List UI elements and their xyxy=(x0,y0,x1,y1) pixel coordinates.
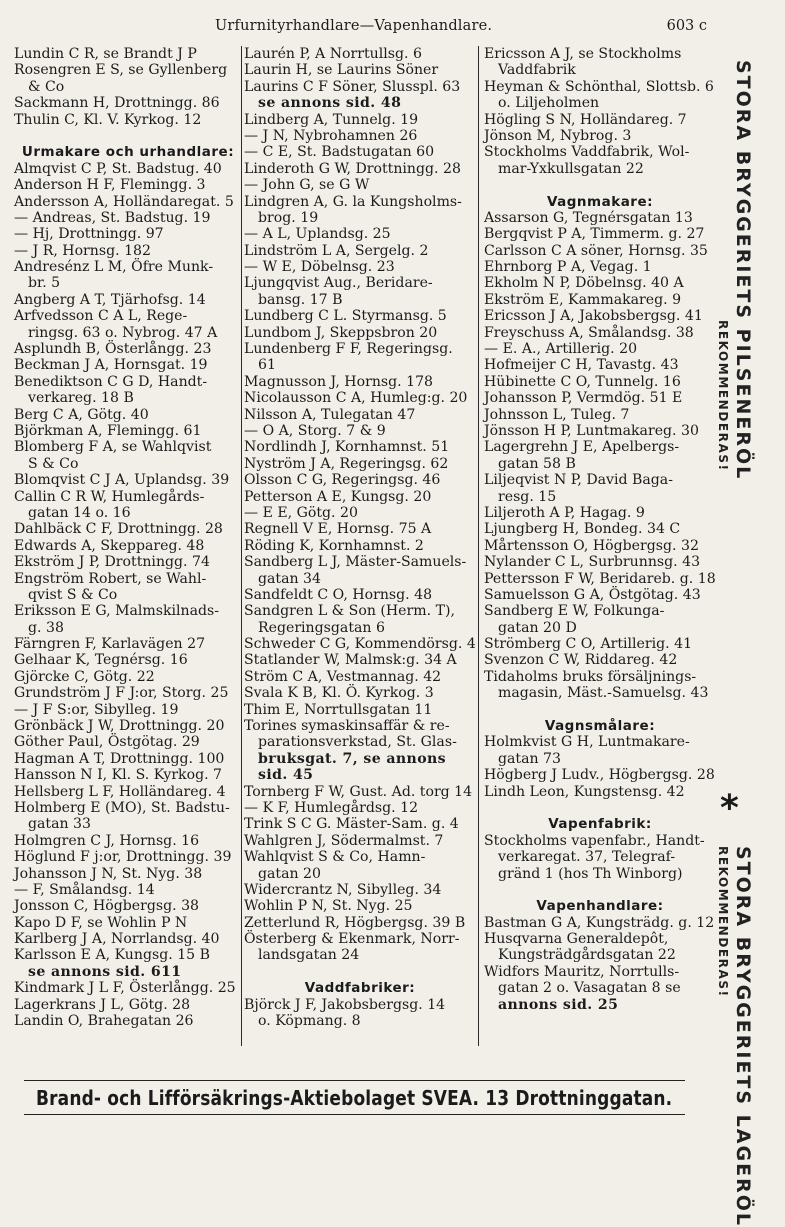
directory-entry: Ericsson J A, Jakobsbergsg. 41 xyxy=(484,308,703,325)
directory-entry: Lundenberg F F, Regeringsg. xyxy=(244,341,453,358)
directory-entry: — J F S:or, Sibylleg. 19 xyxy=(14,701,179,718)
directory-entry: Liljeqvist N P, David Baga- xyxy=(484,472,673,489)
directory-entry: Engström Robert, se Wahl- xyxy=(14,570,207,587)
directory-entry: — W E, Döbelnsg. 23 xyxy=(244,259,395,276)
directory-entry: Petterson A E, Kungsg. 20 xyxy=(244,488,432,505)
directory-entry: Arfvedsson C A L, Rege- xyxy=(14,308,188,325)
directory-entry: Ekholm N P, Döbelnsg. 40 A xyxy=(484,275,684,292)
directory-entry: Ekström J P, Drottningg. 74 xyxy=(14,554,210,571)
directory-entry: S & Co xyxy=(28,455,79,472)
directory-entry: Höglund F j:or, Drottningg. 39 xyxy=(14,849,232,866)
side-ad-lagerol xyxy=(714,846,764,1227)
banner-text: Brand- och Lifförsäkrings-Aktiebolaget SVEA. 13 Drottninggatan. xyxy=(36,1086,673,1110)
directory-entry: Sandberg L J, Mäster-Samuels- xyxy=(244,554,467,571)
directory-entry: Ehrnborg P A, Vegag. 1 xyxy=(484,259,652,276)
directory-entry: Nylander C L, Surbrunnsg. 43 xyxy=(484,554,701,571)
section-heading: Vapenfabrik: xyxy=(548,816,652,833)
directory-entry: Beckman J A, Hornsgat. 19 xyxy=(14,357,208,374)
directory-entry: Magnusson J, Hornsg. 178 xyxy=(244,373,434,390)
directory-entry: gatan 20 D xyxy=(498,619,577,636)
advert-reference: bruksgat. 7, se annons xyxy=(258,750,446,767)
directory-entry: Nordlindh J, Kornhamnst. 51 xyxy=(244,439,450,456)
directory-entry: br. 5 xyxy=(28,275,61,292)
directory-entry: — F, Smålandsg. 14 xyxy=(14,881,155,898)
directory-entry: Bastman G A, Kungsträdg. g. 12 xyxy=(484,914,715,931)
directory-entry: gatan 20 xyxy=(258,865,321,882)
directory-entry: Trink S C G. Mäster-Sam. g. 4 xyxy=(244,816,459,833)
directory-entry: Wahlqvist S & Co, Hamn- xyxy=(244,849,426,866)
directory-entry: Hagman A T, Drottningg. 100 xyxy=(14,750,225,767)
directory-entry: Lagerkrans J L, Götg. 28 xyxy=(14,996,191,1013)
directory-entry: Tornberg F W, Gust. Ad. torg 14 xyxy=(244,783,473,800)
directory-entry: Holmberg E (MO), St. Badstu- xyxy=(14,799,230,816)
spacer xyxy=(244,964,476,980)
directory-entry: Ericsson A J, se Stockholms xyxy=(484,46,682,62)
directory-entry: Karlberg J A, Norrlandsg. 40 xyxy=(14,931,220,948)
directory-entry: Lindström L A, Sergelg. 2 xyxy=(244,242,429,259)
side-ad-pilsener-recommend: REKOMMENDERAS! xyxy=(716,320,730,472)
directory-entry: Johansson J N, St. Nyg. 38 xyxy=(14,865,203,882)
page-title: Urfurnityrhandlare—Vapenhandlare. xyxy=(215,18,493,34)
directory-entry: Lundberg C L. Styrmansg. 5 xyxy=(244,308,447,325)
directory-entry: Tidaholms bruks försäljnings- xyxy=(484,668,697,685)
advert-reference: annons sid. 25 xyxy=(498,996,619,1013)
directory-entry: verkaregat. 37, Telegraf- xyxy=(498,849,676,866)
directory-entry: verkareg. 18 B xyxy=(28,390,134,407)
directory-entry: Statlander W, Malmsk:g. 34 A xyxy=(244,652,457,669)
directory-entry: Nicolausson C A, Humleg:g. 20 xyxy=(244,390,468,407)
directory-entry: gatan 58 B xyxy=(498,455,576,472)
directory-entry: Kungsträdgårdsgatan 22 xyxy=(498,947,676,964)
directory-entry: Kindmark J L F, Österlångg. 25 xyxy=(14,980,236,997)
directory-entry: Blomqvist C J A, Uplandsg. 39 xyxy=(14,472,230,489)
directory-entry: Hansson N I, Kl. S. Kyrkog. 7 xyxy=(14,767,223,784)
directory-entry: Karlsson E A, Kungsg. 15 B xyxy=(14,947,210,964)
directory-entry: Kapo D F, se Wohlin P N xyxy=(14,914,188,931)
column-3 xyxy=(484,46,716,1013)
directory-entry: Widfors Mauritz, Norrtulls- xyxy=(484,963,680,980)
directory-entry: Mårtensson O, Högbergsg. 32 xyxy=(484,537,699,554)
side-ad-lagerol-text: STORA BRYGGERIETS LAGERÖL xyxy=(732,846,754,1227)
directory-entry: Lundbom J, Skeppsbron 20 xyxy=(244,324,438,341)
directory-entry: Andersson A, Holländaregat. 5 xyxy=(14,193,234,210)
directory-entry: Lindh Leon, Kungstensg. 42 xyxy=(484,783,685,800)
directory-entry: Stockholms Vaddfabrik, Wol- xyxy=(484,144,690,161)
directory-entry: — C E, St. Badstugatan 60 xyxy=(244,144,435,161)
directory-entry: gatan 73 xyxy=(498,750,561,767)
directory-entry: Landin O, Brahegatan 26 xyxy=(14,1013,194,1030)
side-ad-pilsener xyxy=(714,60,764,780)
advert-reference: se annons sid. 48 xyxy=(258,95,402,112)
directory-entry: Sandgren L & Son (Herm. T), xyxy=(244,603,455,620)
directory-entry: Holmkvist G H, Luntmakare- xyxy=(484,734,690,751)
directory-entry: gatan 2 o. Vasagatan 8 se xyxy=(498,980,681,997)
directory-entry: gatan 14 o. 16 xyxy=(28,504,131,521)
directory-entry: Högberg J Ludv., Högbergsg. 28 xyxy=(484,767,715,784)
column-divider xyxy=(478,46,479,1046)
directory-entry: — Hj, Drottningg. 97 xyxy=(14,226,164,243)
column-1 xyxy=(14,46,242,1029)
directory-entry: Regnell V E, Hornsg. 75 A xyxy=(244,521,432,538)
directory-entry: Hübinette C O, Tunnelg. 16 xyxy=(484,373,681,390)
directory-entry: Dahlbäck C F, Drottningg. 28 xyxy=(14,521,223,538)
directory-entry: Stockholms vapenfabr., Handt- xyxy=(484,832,705,849)
directory-entry: Callin C R W, Humlegårds- xyxy=(14,488,205,505)
directory-entry: Thulin C, Kl. V. Kyrkog. 12 xyxy=(14,111,202,128)
svea-banner xyxy=(0,1080,785,1124)
directory-entry: resg. 15 xyxy=(498,488,557,505)
star-ornament: * xyxy=(720,788,739,829)
directory-entry: Ekström E, Kammakareg. 9 xyxy=(484,291,682,308)
directory-entry: Hofmeijer C H, Tavastg. 43 xyxy=(484,357,679,374)
directory-entry: Schweder C G, Kommendörsg. 4 xyxy=(244,636,476,653)
directory-entry: Johnsson L, Tuleg. 7 xyxy=(484,406,630,423)
directory-entry: o. Liljeholmen xyxy=(498,95,600,112)
side-ad-pilsener-text: STORA BRYGGERIETS PILSENERÖL xyxy=(732,60,754,481)
directory-entry: Gelhaar K, Tegnérsg. 16 xyxy=(14,652,188,669)
directory-entry: Wohlin P N, St. Nyg. 25 xyxy=(244,898,413,915)
directory-entry: Jönsson H P, Luntmakareg. 30 xyxy=(484,422,699,439)
directory-entry: Björck J F, Jakobsbergsg. 14 xyxy=(244,996,446,1013)
directory-entry: Assarson G, Tegnérsgatan 13 xyxy=(484,209,693,226)
directory-entry: Holmgren C J, Hornsg. 16 xyxy=(14,832,200,849)
spacer xyxy=(484,702,716,718)
directory-entry: Vaddfabrik xyxy=(498,62,576,79)
directory-entry: & Co xyxy=(28,78,65,95)
directory-entry: Björkman A, Flemingg. 61 xyxy=(14,422,202,439)
directory-entry: — Andreas, St. Badstug. 19 xyxy=(14,209,211,226)
directory-entry: Edwards A, Skeppareg. 48 xyxy=(14,537,205,554)
directory-entry: Benediktson C G D, Handt- xyxy=(14,373,208,390)
directory-entry: Linderoth G W, Drottningg. 28 xyxy=(244,160,461,177)
directory-entry: gränd 1 (hos Th Winborg) xyxy=(498,865,683,882)
banner-rule-bottom xyxy=(24,1114,685,1115)
directory-entry: Rosengren E S, se Gyllenberg xyxy=(14,62,228,79)
directory-entry: Ström C A, Vestmannag. 42 xyxy=(244,668,442,685)
directory-entry: Berg C A, Götg. 40 xyxy=(14,406,149,423)
directory-entry: qvist S & Co xyxy=(28,586,118,603)
directory-entry: Blomberg F A, se Wahlqvist xyxy=(14,439,212,456)
directory-entry: Röding K, Kornhamnst. 2 xyxy=(244,537,424,554)
directory-entry: o. Köpmang. 8 xyxy=(258,1013,361,1030)
directory-entry: Johansson P, Vermdög. 51 E xyxy=(484,390,683,407)
spacer xyxy=(484,177,716,193)
directory-entry: brog. 19 xyxy=(258,209,319,226)
directory-entry: Gjörcke C, Götg. 22 xyxy=(14,668,155,685)
directory-entry: — E. A., Artillerig. 20 xyxy=(484,341,638,358)
directory-entry: Angberg A T, Tjärhofsg. 14 xyxy=(14,291,206,308)
column-2 xyxy=(244,46,476,1029)
directory-entry: — O A, Storg. 7 & 9 xyxy=(244,422,386,439)
directory-entry: Anderson H F, Flemingg. 3 xyxy=(14,177,206,194)
directory-entry: Österberg & Ekenmark, Norr- xyxy=(244,931,460,948)
directory-entry: Torines symaskinsaffär & re- xyxy=(244,718,450,735)
spacer xyxy=(14,128,242,144)
directory-entry: Wahlgren J, Södermalmst. 7 xyxy=(244,832,444,849)
section-heading: Vagnsmålare: xyxy=(544,718,656,735)
directory-entry: Husqvarna Generaldepôt, xyxy=(484,931,669,948)
directory-entry: Jonsson C, Högbergsg. 38 xyxy=(14,898,200,915)
page-number: 603 c xyxy=(666,18,707,34)
section-heading: Urmakare och urhandlare: xyxy=(21,144,235,161)
directory-entry: parationsverkstad, St. Glas- xyxy=(258,734,457,751)
directory-entry: landsgatan 24 xyxy=(258,947,360,964)
directory-entry: Lindgren A, G. la Kungsholms- xyxy=(244,193,462,210)
directory-entry: Heyman & Schönthal, Slottsb. 6 xyxy=(484,78,714,95)
directory-entry: Eriksson E G, Malmskilnads- xyxy=(14,603,220,620)
directory-entry: Freyschuss A, Smålandsg. 38 xyxy=(484,324,694,341)
directory-entry: gatan 33 xyxy=(28,816,91,833)
directory-entry: Thim E, Norrtullsgatan 11 xyxy=(244,701,433,718)
spacer xyxy=(484,800,716,816)
directory-entry: g. 38 xyxy=(28,619,64,636)
advert-reference: se annons sid. 611 xyxy=(28,963,182,980)
directory-entry: Lagergrehn J E, Apelbergs- xyxy=(484,439,680,456)
side-ad-lagerol-recommend: REKOMMENDERAS! xyxy=(716,846,730,998)
directory-entry: Jönson M, Nybrog. 3 xyxy=(484,127,632,144)
directory-entry: Laurins C F Söner, Slusspl. 63 xyxy=(244,78,461,95)
directory-entry: Zetterlund R, Högbergsg. 39 B xyxy=(244,914,466,931)
directory-entry: Nyström J A, Regeringsg. 62 xyxy=(244,455,449,472)
directory-entry: Laurén P, A Norrtullsg. 6 xyxy=(244,46,422,62)
directory-entry: Svala K B, Kl. Ö. Kyrkog. 3 xyxy=(244,685,434,702)
advert-reference: sid. 45 xyxy=(258,767,314,784)
directory-entry: — E E, Götg. 20 xyxy=(244,504,358,521)
directory-entry: Lindberg A, Tunnelg. 19 xyxy=(244,111,419,128)
directory-entry: Olsson C G, Regeringsg. 46 xyxy=(244,472,441,489)
directory-entry: Grönbäck J W, Drottningg. 20 xyxy=(14,718,225,735)
banner-rule-top xyxy=(24,1080,685,1081)
directory-entry: Färngren F, Karlavägen 27 xyxy=(14,636,206,653)
section-heading: Vapenhandlare: xyxy=(536,898,664,915)
directory-entry: Ljungqvist Aug., Beridare- xyxy=(244,275,433,292)
directory-entry: Svenzon C W, Riddareg. 42 xyxy=(484,652,678,669)
directory-entry: Laurin H, se Laurins Söner xyxy=(244,62,439,79)
directory-entry: Grundström J F J:or, Storg. 25 xyxy=(14,685,229,702)
directory-entry: Carlsson C A söner, Hornsg. 35 xyxy=(484,242,708,259)
page-header xyxy=(0,18,785,42)
directory-entry: Sandfeldt C O, Hornsg. 48 xyxy=(244,586,433,603)
directory-entry: Asplundh B, Österlångg. 23 xyxy=(14,341,212,358)
directory-entry: Pettersson F W, Beridareb. g. 18 xyxy=(484,570,716,587)
directory-entry: Hellsberg L F, Holländareg. 4 xyxy=(14,783,226,800)
directory-entry: Andresénz L M, Öfre Munk- xyxy=(14,259,214,276)
directory-entry: Widercrantz N, Sibylleg. 34 xyxy=(244,881,442,898)
directory-entry: Lundin C R, se Brandt J P xyxy=(14,46,197,62)
directory-entry: magasin, Mäst.-Samuelsg. 43 xyxy=(498,685,709,702)
directory-entry: — J N, Nybrohamnen 26 xyxy=(244,127,418,144)
directory-entry: Samuelsson G A, Östgötag. 43 xyxy=(484,586,701,603)
directory-entry: Göther Paul, Östgötag. 29 xyxy=(14,734,200,751)
directory-entry: mar-Yxkullsgatan 22 xyxy=(498,160,644,177)
directory-entry: Sackmann H, Drottningg. 86 xyxy=(14,95,220,112)
directory-entry: Regeringsgatan 6 xyxy=(258,619,385,636)
directory-entry: — John G, se G W xyxy=(244,177,370,194)
directory-entry: ringsg. 63 o. Nybrog. 47 A xyxy=(28,324,218,341)
directory-entry: — K F, Humlegårdsg. 12 xyxy=(244,799,419,816)
directory-entry: Almqvist C P, St. Badstug. 40 xyxy=(14,160,222,177)
directory-entry: Högling S N, Holländareg. 7 xyxy=(484,111,687,128)
directory-entry: Bergqvist P A, Timmerm. g. 27 xyxy=(484,226,705,243)
directory-entry: Strömberg C O, Artillerig. 41 xyxy=(484,636,693,653)
directory-entry: Ljungberg H, Bondeg. 34 C xyxy=(484,521,681,538)
directory-entry: — A L, Uplandsg. 25 xyxy=(244,226,391,243)
directory-entry: Liljeroth A P, Hagag. 9 xyxy=(484,504,645,521)
directory-entry: bansg. 17 B xyxy=(258,291,343,308)
section-heading: Vaddfabriker: xyxy=(304,980,416,997)
directory-entry: gatan 34 xyxy=(258,570,321,587)
directory-entry: 61 xyxy=(258,357,276,374)
spacer xyxy=(484,882,716,898)
directory-entry: — J R, Hornsg. 182 xyxy=(14,242,151,259)
directory-entry: Sandberg E W, Folkunga- xyxy=(484,603,665,620)
directory-entry: Nilsson A, Tulegatan 47 xyxy=(244,406,416,423)
section-heading: Vagnmakare: xyxy=(546,193,654,210)
